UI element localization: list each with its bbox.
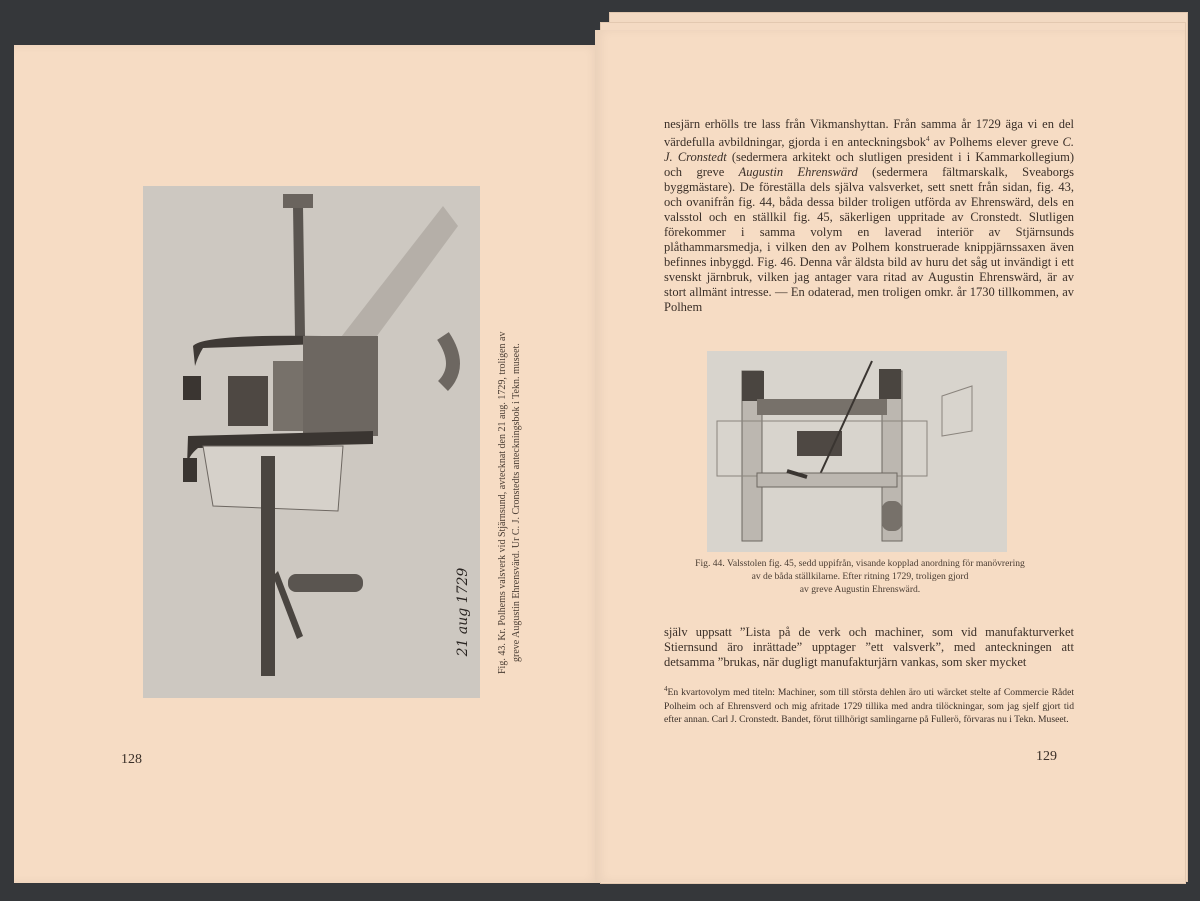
- footnote-marker: 4: [664, 685, 668, 693]
- caption-line: greve Augustin Ehrensvärd. Ur C. J. Cronstedts anteckningsbok i Tekn. museet.: [511, 343, 522, 662]
- page-number: 128: [121, 752, 142, 767]
- caption-line: Fig. 44. Valsstolen fig. 45, sedd uppifrån, visande kopplad anordning för manövrering: [695, 558, 1025, 569]
- figure-handwritten-signature: 21 aug 1729: [455, 567, 471, 657]
- figure-43-caption: [496, 214, 524, 674]
- footnote: [664, 683, 1074, 727]
- page-number: 129: [1036, 749, 1057, 764]
- footnote-reference: 4: [926, 135, 930, 143]
- caption-line: av greve Augustin Ehrenswärd.: [799, 584, 921, 595]
- figure-43-rolling-mill-sketch: [143, 186, 480, 698]
- caption-line: Fig. 43. Kr. Polhems valsverk vid Stjärnsund, avtecknat den 21 aug. 1729, troligen av: [497, 331, 508, 674]
- italic-name: C. J. Cronstedt: [664, 135, 1074, 165]
- body-paragraph-1: [664, 117, 1074, 315]
- body-paragraph-2: [664, 625, 1074, 670]
- figure-44-roll-stand-top-view: [707, 351, 1007, 552]
- text-run: av Polhems elever greve: [929, 135, 1063, 150]
- text-run: nesjärn erhölls tre lass från Vikmanshyttan. Från samma år 1729 äga vi en del värdefulla avbildningar, gjorda i en anteckningsbok: [664, 117, 1074, 150]
- text-run: (sedermera fältmarskalk, Sveaborgs byggmästare). De föreställa dels själva valsverket, sett snett från sidan, fig. 43, och ovanifrån fig. 44, båda dessa bilder troligen utförda av Ehrenswärd, dels en valsstol och en ställkil fig. 45, säkerligen uppritade av Cronstedt. Slutligen förekommer i samma volym en laverad interiör av Stjärnsunds plåthammarsmedja, i vilken den av Polhem konstruerade knippjärnssaxen även befinnes inbyggd. Fig. 46. Denna vår äldsta bild av huru det såg ut invändigt i ett svenskt järnbruk, vilken jag antager vara ritad av Augustin Ehrenswärd, är av stort allmänt intresse. — En odaterad, men troligen omkr. år 1730 tillkommen, av Polhem: [664, 165, 1074, 315]
- figure-44-caption: [645, 557, 1075, 596]
- text-run: (sedermera arkitekt och slutligen president i i Kammarkollegium) och greve: [664, 150, 1074, 180]
- caption-line: av de båda ställkilarne. Efter ritning 1729, troligen gjord: [751, 571, 969, 582]
- italic-name: Augustin Ehrenswärd: [738, 165, 858, 180]
- paragraph-text: själv uppsatt ”Lista på de verk och machiner, som vid manufakturverket Stiernsund äro inrättade” upptager ”ett valsverk”, med anteckningen att detsamma ”brukas, när dugligt manufakturjärn vankas, som sker mycket: [664, 625, 1074, 669]
- footnote-text: En kvartovolym med titeln: Machiner, som till största dehlen äro uti wärcket stelte af Commercie Rådet Polheim och af Ehrensverd och mig afritade 1729 tillika med andra tilöckningar, som jag sjelf gjort tid efter annan. Carl J. Cronstedt. Bandet, förut tillhörigt samlingarne på Fullerö, förvaras nu i Tekn. Museet.: [664, 687, 1074, 726]
